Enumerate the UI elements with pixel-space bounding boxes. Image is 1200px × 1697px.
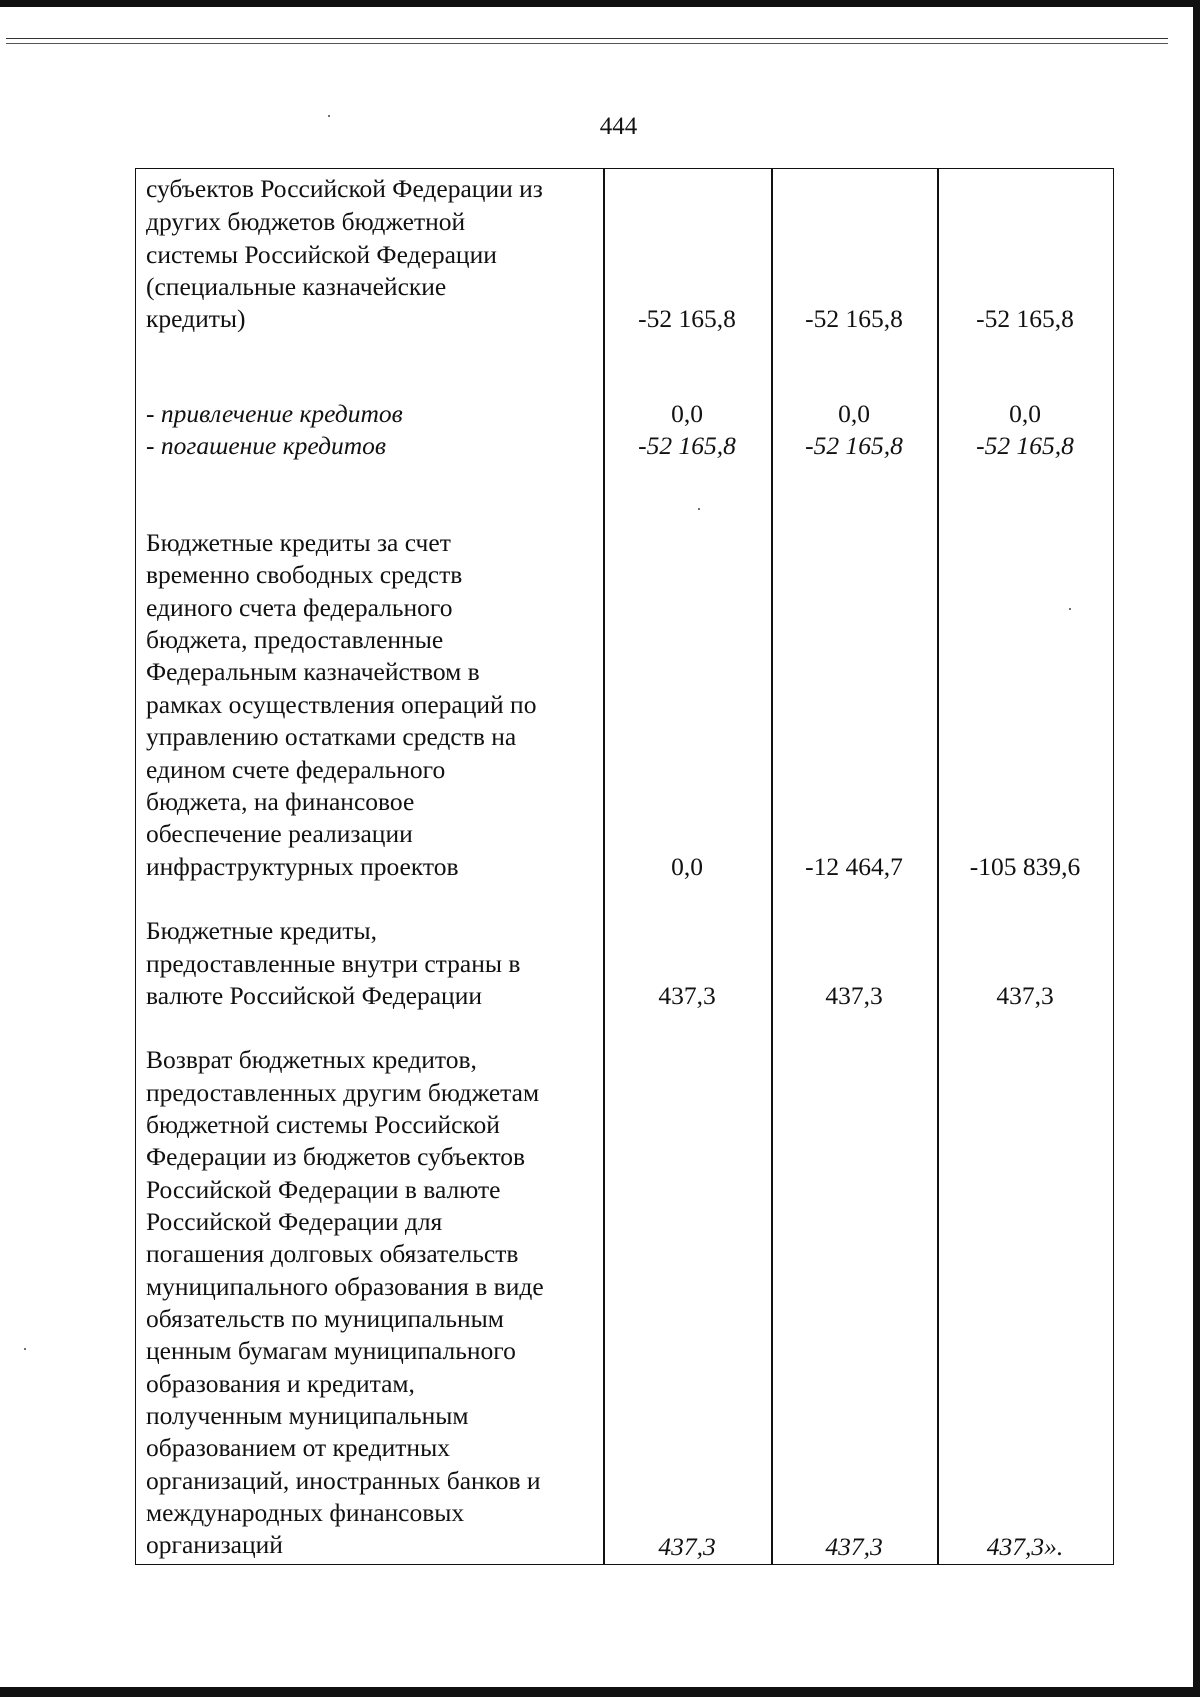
row-description: временно свободных средств — [146, 560, 463, 589]
row-description: Федеральным казначейством в — [146, 657, 480, 686]
value-cell: 0,0 — [671, 852, 703, 881]
row-description: кредиты) — [146, 304, 246, 333]
row-description: Бюджетные кредиты за счет — [146, 528, 451, 557]
header-rule — [6, 38, 1168, 39]
page-number: 444 — [599, 113, 638, 140]
row-description: Российской Федерации для — [146, 1207, 443, 1236]
row-description: рамках осуществления операций по — [146, 690, 537, 719]
scan-right-border — [1193, 0, 1200, 1697]
row-description: Возврат бюджетных кредитов, — [146, 1045, 477, 1074]
row-description: организаций, иностранных банков и — [146, 1466, 541, 1495]
row-description: обеспечение реализации — [146, 819, 413, 848]
value-cell: 437,3 — [658, 981, 716, 1010]
value-cell: 0,0 — [671, 399, 703, 428]
value-cell: -52 165,8 — [805, 304, 903, 333]
row-description: полученным муниципальным — [146, 1401, 469, 1430]
value-cell: 437,3 — [825, 1532, 883, 1561]
value-cell: -52 165,8 — [638, 431, 736, 460]
value-cell: 437,3 — [825, 981, 883, 1010]
row-description: образования и кредитам, — [146, 1369, 415, 1398]
row-description: муниципального образования в виде — [146, 1272, 544, 1301]
row-description: организаций — [146, 1530, 283, 1559]
scan-bottom-border — [0, 1687, 1200, 1697]
value-cell: 437,3». — [986, 1532, 1064, 1561]
row-description: системы Российской Федерации — [146, 240, 497, 269]
value-cell: -52 165,8 — [976, 304, 1074, 333]
row-description: субъектов Российской Федерации из — [146, 174, 543, 203]
row-description: ценным бумагам муниципального — [146, 1336, 516, 1365]
header-rule-secondary — [6, 43, 1168, 44]
row-description: валюте Российской Федерации — [146, 981, 482, 1010]
row-description: бюджета, на финансовое — [146, 787, 415, 816]
row-description: погашения долговых обязательств — [146, 1239, 519, 1268]
row-description: - погашение кредитов — [146, 431, 386, 460]
row-description: других бюджетов бюджетной — [146, 207, 466, 236]
value-cell: -52 165,8 — [976, 431, 1074, 460]
scan-top-border — [0, 0, 1200, 7]
value-cell: 437,3 — [658, 1532, 716, 1561]
row-description: Российской Федерации в валюте — [146, 1175, 501, 1204]
value-cell: -105 839,6 — [969, 852, 1081, 881]
row-description: Федерации из бюджетов субъектов — [146, 1142, 526, 1171]
row-description: образованием от кредитных — [146, 1433, 450, 1462]
row-description: Бюджетные кредиты, — [146, 916, 377, 945]
value-cell: 437,3 — [996, 981, 1054, 1010]
row-description: (специальные казначейские — [146, 272, 447, 301]
row-description: инфраструктурных проектов — [146, 852, 459, 881]
value-cell: 0,0 — [1009, 399, 1041, 428]
row-description: - привлечение кредитов — [146, 399, 403, 428]
row-description: единого счета федерального — [146, 593, 453, 622]
row-description: бюджета, предоставленные — [146, 625, 444, 654]
scan-speck — [24, 1348, 26, 1350]
value-cell: -12 464,7 — [805, 852, 903, 881]
value-cell: -52 165,8 — [805, 431, 903, 460]
row-description: бюджетной системы Российской — [146, 1110, 500, 1139]
row-description: едином счете федерального — [146, 755, 446, 784]
row-description: международных финансовых — [146, 1498, 465, 1527]
row-description: обязательств по муниципальным — [146, 1304, 504, 1333]
value-cell: 0,0 — [838, 399, 870, 428]
row-description: управлению остатками средств на — [146, 722, 517, 751]
row-description: предоставленные внутри страны в — [146, 949, 521, 978]
value-cell: -52 165,8 — [638, 304, 736, 333]
row-description: предоставленных другим бюджетам — [146, 1078, 540, 1107]
